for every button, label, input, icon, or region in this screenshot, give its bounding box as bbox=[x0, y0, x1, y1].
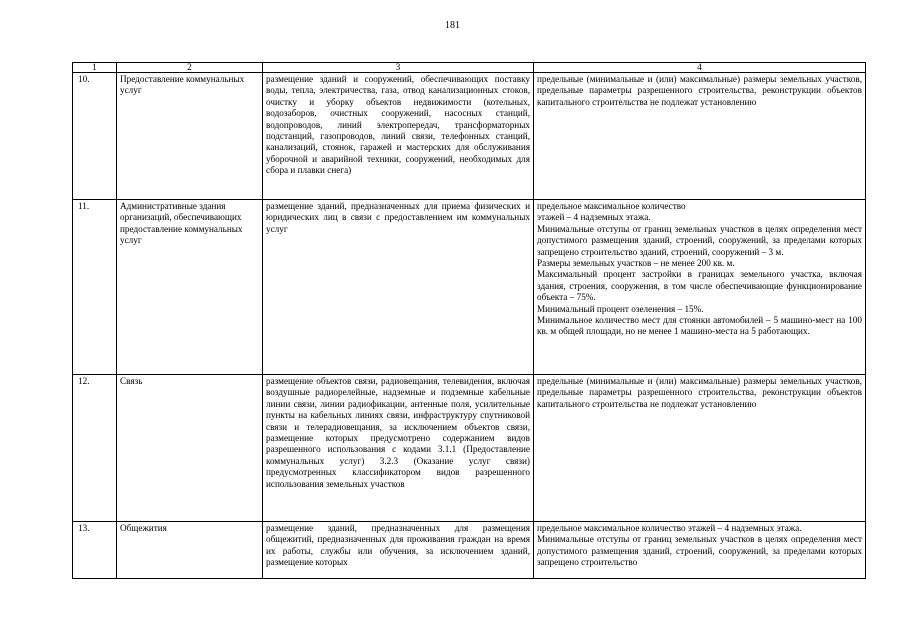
parameter-text: Минимальные отступы от границ земельных участков в целях определения мест допустимого размещения зданий, строений, сооружений, за пределами которых запрещено строительство зданий, строений, сооружений – 3 м. bbox=[537, 223, 862, 257]
parameter-text: предельные (минимальные и (или) максимальные) размеры земельных участков, предельные параметры разрешенного строительства, реконструкции объектов капитального строительства не подлежат установлению bbox=[537, 74, 862, 107]
parameter-text: Минимальный процент озеленения – 15%. bbox=[537, 303, 704, 314]
parameter-text: предельное максимальное количество этажей – 4 надземных этажа. bbox=[537, 523, 802, 533]
use-parameters bbox=[534, 375, 866, 522]
parameter-text: предельные (минимальные и (или) максимальные) размеры земельных участков, предельные параметры разрешенного строительства, реконструкции объектов капитального строительства не подлежат установлению bbox=[537, 376, 862, 409]
use-description: размещение зданий, предназначенных для размещения общежитий, предназначенных для проживания граждан на время их работы, службы или обучения, за исключением зданий, размещение которых bbox=[263, 522, 534, 579]
row-number: 12. bbox=[73, 375, 117, 522]
use-name: Общежития bbox=[117, 522, 263, 579]
use-name: Предоставление коммунальных услуг bbox=[117, 73, 263, 200]
parameter-text: Максимальный процент застройки в границах земельного участка, включая здания, строения, сооружения, в том числе обеспечивающие функционирование объекта – 75%. bbox=[537, 269, 862, 303]
header-col-3: 3 bbox=[263, 63, 534, 73]
page-number: 181 bbox=[445, 20, 460, 31]
zoning-table bbox=[72, 62, 866, 579]
table-row bbox=[73, 73, 866, 200]
table-header-row bbox=[73, 63, 866, 73]
parameter-text: предельное максимальное количество bbox=[537, 201, 686, 211]
row-number: 11. bbox=[73, 200, 117, 375]
use-description: размещение зданий и сооружений, обеспечивающих поставку воды, тепла, электричества, газа, отвод канализационных стоков, очистку и уборку объектов недвижимости (котельных, водозаборов, очистных сооружений, насосных станций, водопроводов, линий электропередач, трансформаторных подстанций, газопроводов, линий связи, телефонных станций, канализаций, стоянок, гаражей и мастерских для обслуживания уборочной и аварийной техники, сооружений, необходимых для сбора и плавки снега) bbox=[263, 73, 534, 200]
table-row bbox=[73, 375, 866, 522]
use-name: Связь bbox=[117, 375, 263, 522]
parameter-text: Размеры земельных участков – не менее 200 кв. м. bbox=[537, 258, 735, 269]
parameter-text: этажей – 4 надземных этажа. bbox=[537, 212, 651, 223]
use-parameters bbox=[534, 522, 866, 579]
use-description: размещение объектов связи, радиовещания, телевидения, включая воздушные радиорелейные, надземные и подземные кабельные линии связи, линии радиофикации, антенные поля, усилительные пункты на кабельных линиях связи, инфраструктуру спутниковой связи и телерадиовещания, за исключением объектов связи, размещение которых предусмотрено содержанием видов разрешенного использования с кодами 3.1.1 (Предоставление коммунальных услуг) 3.2.3 (Оказание услуг связи) предусмотренных классификатором видов разрешенного использования земельных участков bbox=[263, 375, 534, 522]
table-row bbox=[73, 522, 866, 579]
use-parameters bbox=[534, 73, 866, 200]
header-col-1: 1 bbox=[73, 63, 117, 73]
header-col-2: 2 bbox=[117, 63, 263, 73]
header-col-4: 4 bbox=[534, 63, 866, 73]
parameter-text: Минимальные отступы от границ земельных участков в целях определения мест допустимого размещения зданий, строений, сооружений, за пределами которых запрещено строительство bbox=[537, 534, 862, 568]
use-description: размещение зданий, предназначенных для приема физических и юридических лиц в связи с предоставлением им коммунальных услуг bbox=[263, 200, 534, 375]
use-parameters bbox=[534, 200, 866, 375]
table-row bbox=[73, 200, 866, 375]
row-number: 10. bbox=[73, 73, 117, 200]
use-name: Административные здания организаций, обеспечивающих предоставление коммунальных услуг bbox=[117, 200, 263, 375]
parameter-text: Минимальное количество мест для стоянки автомобилей – 5 машино-мест на 100 кв. м общей площади, но не менее 1 машино-места на 5 работающих. bbox=[537, 315, 862, 337]
row-number: 13. bbox=[73, 522, 117, 579]
